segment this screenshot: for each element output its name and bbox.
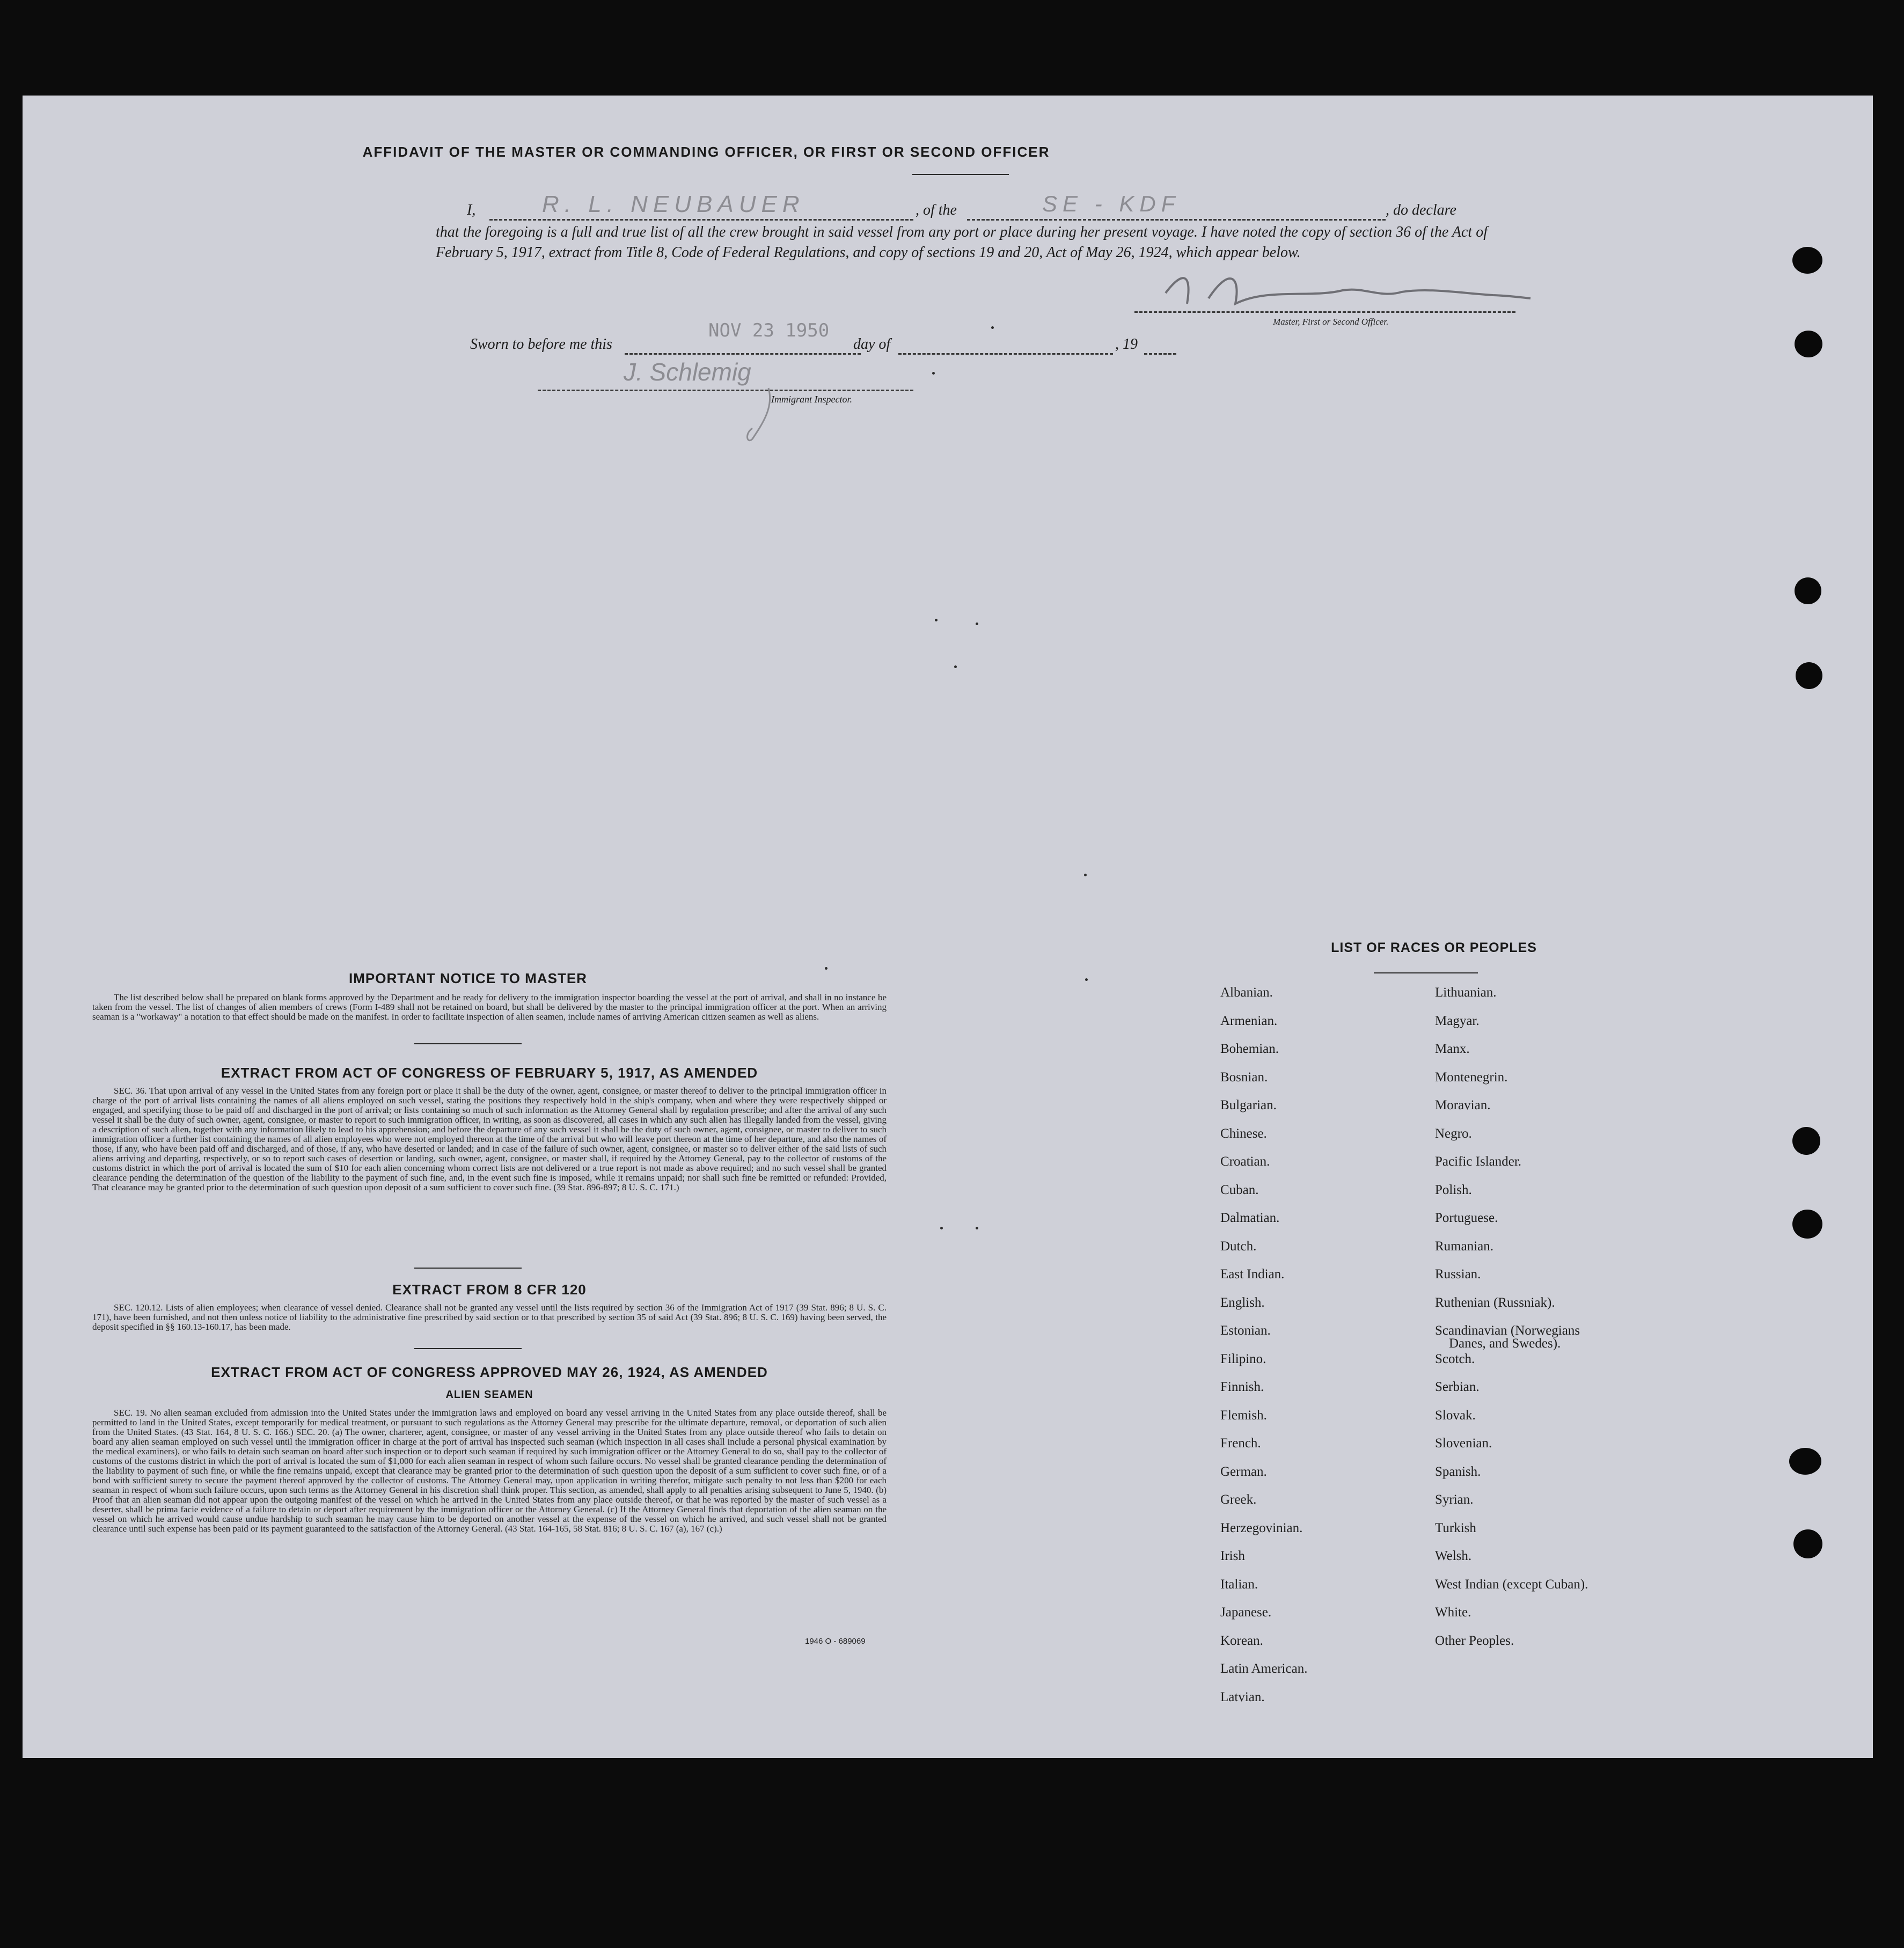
race-item: German. [1220, 1464, 1267, 1479]
race-item: Filipino. [1220, 1351, 1266, 1366]
print-code: 1946 O - 689069 [805, 1637, 866, 1646]
scan-speck [935, 619, 938, 621]
of-the-label: , of the [916, 202, 957, 218]
punch-hole [1792, 1210, 1822, 1239]
sworn-label: Sworn to before me this [470, 336, 612, 353]
scan-speck [1084, 874, 1087, 876]
race-item: Rumanian. [1435, 1239, 1494, 1254]
scan-speck [976, 1227, 978, 1229]
races-heading: LIST OF RACES OR PEOPLES [1331, 940, 1537, 955]
race-item: Syrian. [1435, 1492, 1474, 1507]
race-item: Moravian. [1435, 1098, 1491, 1112]
scan-speck [940, 1227, 943, 1229]
race-item: Pacific Islander. [1435, 1154, 1522, 1169]
race-item: French. [1220, 1436, 1261, 1451]
races-heading-underline [1374, 972, 1478, 973]
race-item: West Indian (except Cuban). [1435, 1577, 1588, 1592]
race-item: Portuguese. [1435, 1211, 1498, 1225]
vessel-name-handwritten: SE - KDF [1042, 191, 1181, 216]
race-item: Other Peoples. [1435, 1633, 1514, 1648]
punch-hole [1795, 577, 1821, 604]
race-item: Slovak. [1435, 1408, 1476, 1423]
race-item: Montenegrin. [1435, 1070, 1508, 1085]
race-item: Scandinavian (Norwegians [1435, 1323, 1580, 1338]
extract-1917-text: SEC. 36. That upon arrival of any vessel in the United States from any foreign port or place it shall be the duty of the owner, agent, consignee, or master thereof to deliver to the principal immigration officer in charge of the port of arrival lists containing the names of all aliens employed on such vessel, stating the positions they respectively hold in the ship's company, when and where they were respectively shipped or engaged, and specifying those to be paid off and discharged in the port of arrival; or lists containing so much of such information as the Attorney General shall by regulation prescribe; and after the arrival of any such vessel it shall be the duty of such owner, agent, consignee, or master to report to such immigration officer, in writing, as soon as discovered, all cases in which any such alien has illegally landed from the vessel, giving a description of such alien, together with any information likely to lead to his apprehension; and before the departure of any such vessel it shall be the duty of such owner, agent, consignee, or master to deliver to such immigration officer a further list containing the names of all alien employees who were not employed thereon at the time of the arrival but who will leave port thereon at the time of her departure, and also the names of those, if any, who have been paid off and discharged, and of those, if any, who have deserted or landed; and in case of the failure of such owner, agent, consignee, or master so to deliver either of the said lists of such aliens arriving and departing, respectively, or so to report such cases of desertion or landing, such owner, agent, consignee, or master shall, if required by the Attorney General, pay to the collector of customs of the customs district in which the port of arrival is located the sum of $10 for each alien concerning whom correct lists are not delivered or a true report is not made as above required; and no such vessel shall be granted clearance pending the determination of the question of the liability to the payment of such fine, and, in the event such fine is imposed, while it remains unpaid; nor shall such fine be remitted or refunded: Provided, That clearance may be granted prior to the determination of such question upon deposit of a sum sufficient to cover such fine. (39 Stat. 896-897; 8 U. S. C. 171.) [92, 1086, 887, 1192]
race-item: Irish [1220, 1549, 1245, 1563]
extract-1924-text: SEC. 19. No alien seaman excluded from admission into the United States under the immigration laws and employed on board any vessel arriving in the United States from any place outside thereof, shall be permitted to land in the United States, except temporarily for medical treatment, or pursuant to such regulations as the Attorney General may prescribe for the ultimate departure, removal, or deportation of such alien from the United States. (43 Stat. 164, 8 U. S. C. 166.) SEC. 20. (a) The owner, charterer, agent, consignee, or master of any vessel arriving in the United States from any place outside thereof who fails to detain on board any alien seaman employed on such vessel until the immigration officer in charge at the port of arrival has inspected such seaman (which inspection in all cases shall include a personal physical examination by the medical examiners), or who fails to detain such seaman on board after such inspection or to deport such seaman if required by such immigration officer or the Attorney General to do so, shall pay to the collector of customs of the customs district in which the port of arrival is located the sum of $1,000 for each alien seaman in respect of whom such failure occurs. No vessel shall be granted clearance pending the determination of the liability to payment of such fine, or while the fine remains unpaid, except that clearance may be granted prior to the determination of such question upon the deposit of a sum sufficient to cover such fine, or of a bond with sufficient surety to secure the payment thereof approved by the collector of customs. The Attorney General may, upon application in writing therefor, mitigate such penalty to not less than $200 for each seaman in respect of whom such failure occurs, upon such terms as the Attorney General in his discretion shall think proper. This section, as amended, shall apply to all penalties arising subsequent to June 5, 1940. (b) Proof that an alien seaman did not appear upon the outgoing manifest of the vessel on which he arrived in the United States from any place outside thereof, or that he was reported by the master of such vessel as a deserter, shall be prima facie evidence of a failure to detain or deport after requirement by the immigration officer or the Attorney General. (c) If the Attorney General finds that deportation of the alien seaman on the vessel on which he arrived would cause undue hardship to such seaman he may cause him to be deported on another vessel at the expense of the vessel on which he arrived, and such vessel shall not be granted clearance until such expense has been paid or its payment guaranteed to the satisfaction of the Attorney General. (43 Stat. 164-165, 58 Stat. 816; 8 U. S. C. 167 (a), 167 (c).) [92, 1408, 887, 1534]
scan-speck [932, 372, 935, 375]
punch-hole [1793, 1529, 1822, 1558]
scan-speck [991, 326, 994, 329]
title-underline [912, 174, 1009, 175]
race-item: Armenian. [1220, 1013, 1278, 1028]
race-item: Polish. [1435, 1182, 1472, 1197]
extract-cfr-heading: EXTRACT FROM 8 CFR 120 [392, 1281, 587, 1298]
inspector-signature-line [538, 390, 913, 391]
extract-cfr-text: SEC. 120.12. Lists of alien employees; when clearance of vessel denied. Clearance shall not be granted any vessel until the lists required by section 36 of the Immigration Act of 1917 (39 Stat. 896; 8 U. S. C. 171), have been furnished, and not then unless notice of liability to the administrative fine prescribed by said section or to that prescribed by section 35 of said Act (39 Stat. 896; 8 U. S. C. 169) having been served, the deposit specified in §§ 160.13-160.17, has been made. [92, 1302, 887, 1332]
extract-1924-heading: EXTRACT FROM ACT OF CONGRESS APPROVED MAY 26, 1924, AS AMENDED [211, 1364, 768, 1380]
sworn-day-line [625, 353, 861, 355]
race-item: Serbian. [1435, 1380, 1480, 1394]
extract-1917-heading: EXTRACT FROM ACT OF CONGRESS OF FEBRUARY 5, 1917, AS AMENDED [221, 1065, 758, 1081]
race-item: Dutch. [1220, 1239, 1257, 1254]
race-item: Scotch. [1435, 1351, 1475, 1366]
month-line [898, 353, 1113, 355]
vessel-line [967, 219, 1386, 221]
document-page [23, 96, 1873, 1758]
extract-1917-divider [414, 1268, 522, 1269]
scan-speck [825, 967, 827, 970]
scan-speck [1085, 978, 1088, 981]
race-item: Dalmatian. [1220, 1211, 1280, 1225]
race-item: Albanian. [1220, 985, 1273, 1000]
punch-hole [1795, 331, 1822, 357]
race-item: Korean. [1220, 1633, 1263, 1648]
extract-cfr-divider [414, 1348, 522, 1349]
punch-hole [1789, 1448, 1821, 1475]
race-item: Turkish [1435, 1520, 1476, 1535]
affidavit-i-label: I, [467, 202, 476, 218]
scan-speck [976, 623, 978, 625]
master-name-handwritten: R. L. NEUBAUER [542, 191, 805, 217]
inspector-signature: J. Schlemig [624, 358, 751, 386]
year-label: , 19 [1115, 336, 1138, 353]
notice-divider [414, 1043, 522, 1044]
race-item: Magyar. [1435, 1013, 1480, 1028]
race-item: Chinese. [1220, 1126, 1267, 1141]
extract-1924-subheading: ALIEN SEAMEN [445, 1389, 533, 1401]
race-item: Latin American. [1220, 1661, 1308, 1676]
notice-heading: IMPORTANT NOTICE TO MASTER [349, 970, 587, 986]
name-line [489, 219, 913, 221]
race-item: White. [1435, 1605, 1471, 1620]
race-item: Estonian. [1220, 1323, 1271, 1338]
day-of-label: day of [853, 336, 891, 353]
punch-hole [1792, 247, 1822, 274]
race-item: Lithuanian. [1435, 985, 1497, 1000]
race-item: Flemish. [1220, 1408, 1267, 1423]
race-item: Japanese. [1220, 1605, 1272, 1620]
affidavit-body: that the foregoing is a full and true list of all the crew brought in said vessel from any port or place during her present voyage. I have noted the copy of section 36 of the Act of February 5, 1917, extract from Title 8, Code of Federal Regulations, and copy of sections 19 and 20, Act of May 26, 1924, which appear below. [436, 224, 1488, 261]
race-item: Negro. [1435, 1126, 1472, 1141]
race-item: Greek. [1220, 1492, 1257, 1507]
master-signature-line [1134, 311, 1515, 313]
race-item: Finnish. [1220, 1380, 1264, 1394]
race-item: English. [1220, 1295, 1265, 1310]
year-line [1144, 353, 1176, 355]
sworn-date-stamp: NOV 23 1950 [708, 320, 830, 341]
punch-hole [1796, 662, 1822, 689]
race-item: Cuban. [1220, 1182, 1259, 1197]
master-signature-caption: Master, First or Second Officer. [1273, 317, 1389, 327]
race-item: Bohemian. [1220, 1042, 1279, 1056]
affidavit-title: AFFIDAVIT OF THE MASTER OR COMMANDING OFFICER, OR FIRST OR SECOND OFFICER [362, 144, 1050, 160]
race-item: Ruthenian (Russniak). [1435, 1295, 1555, 1310]
race-item: Slovenian. [1435, 1436, 1492, 1451]
scan-speck [954, 665, 957, 668]
race-item: Croatian. [1220, 1154, 1270, 1169]
race-item: Bulgarian. [1220, 1098, 1277, 1112]
race-item: Welsh. [1435, 1549, 1472, 1563]
inspector-caption: Immigrant Inspector. [771, 394, 852, 405]
race-item: Herzegovinian. [1220, 1520, 1303, 1535]
punch-hole [1792, 1127, 1820, 1155]
race-item: East Indian. [1220, 1267, 1285, 1281]
race-item: Manx. [1435, 1042, 1470, 1056]
race-item: Danes, and Swedes). [1449, 1336, 1561, 1351]
race-item: Latvian. [1220, 1689, 1265, 1704]
race-item: Bosnian. [1220, 1070, 1268, 1085]
notice-text: The list described below shall be prepared on blank forms approved by the Department and be ready for delivery to the immigration inspector boarding the vessel at the port of arrival, and shall in no instance be taken from the vessel. The list of changes of alien members of crews (Form I-489 shall not be retained on board, but shall be delivered by the master to the principal immigration officer at the port. When an arriving seaman is a "workaway" a notation to that effect should be made on the manifest. In order to facilitate inspection of alien seamen, include names of arriving American citizen seamen as well as aliens. [92, 992, 887, 1022]
race-item: Spanish. [1435, 1464, 1481, 1479]
do-declare-label: , do declare [1386, 202, 1456, 218]
race-item: Italian. [1220, 1577, 1258, 1592]
race-item: Russian. [1435, 1267, 1481, 1281]
